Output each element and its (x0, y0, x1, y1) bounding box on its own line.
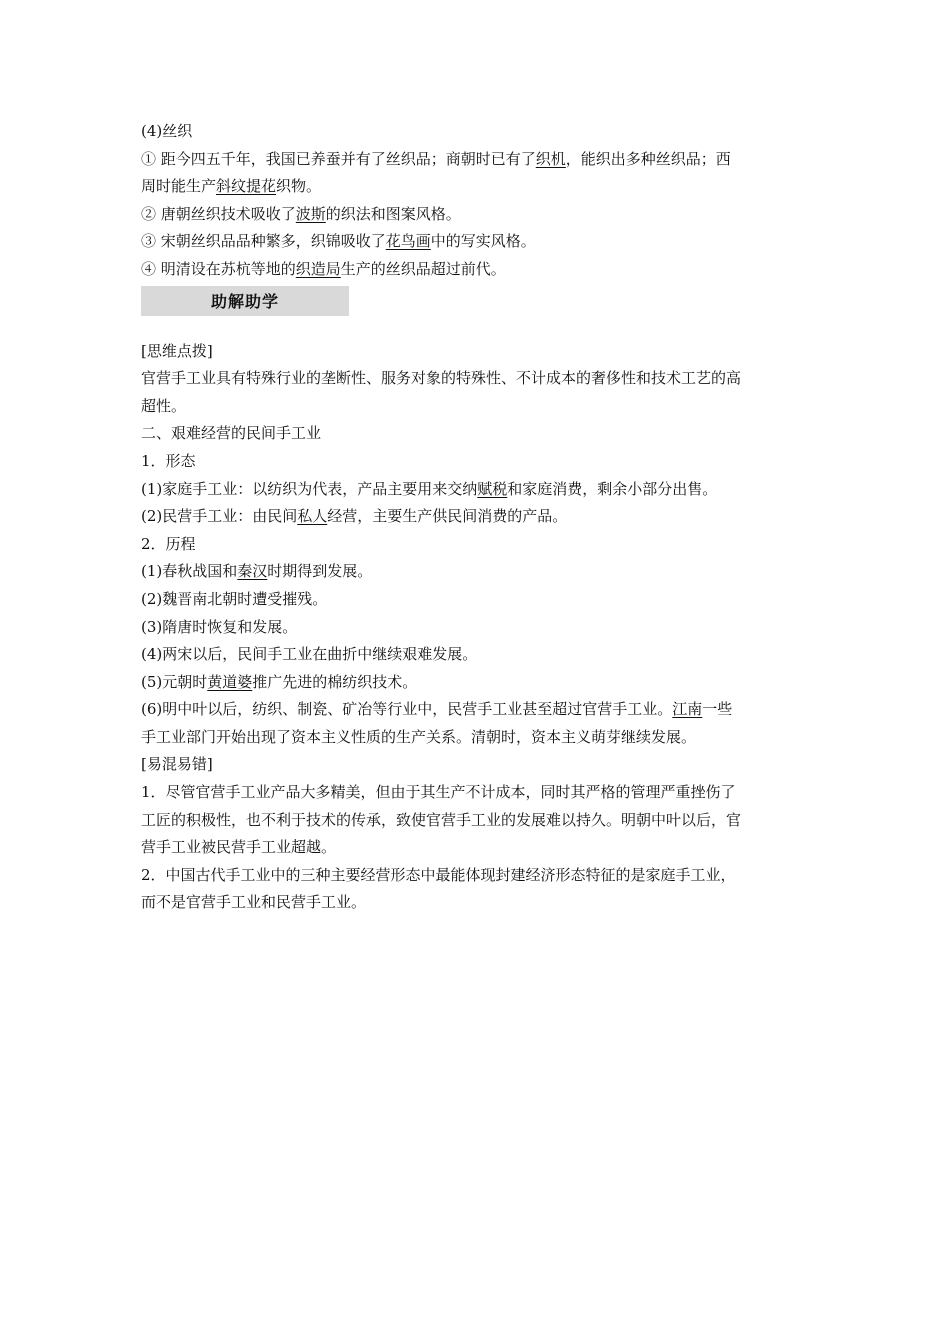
form-item-1 (141, 476, 813, 504)
text: 时期得到发展。 (267, 562, 373, 581)
history-title: 2．历程 (141, 534, 196, 553)
form-item-2 (141, 503, 813, 531)
thinking-title: [思维点拨] (141, 341, 213, 360)
confusion-title: [易混易错] (141, 755, 213, 774)
history-item-6-line-2: 手工业部门开始出现了资本主义性质的生产关系。清朝时，资本主义萌芽继续发展。 (141, 727, 697, 746)
term-weaving-bureau: 织造局 (295, 259, 341, 278)
history-item-6-line-1 (141, 696, 813, 724)
history-item-5 (141, 669, 813, 697)
term-bird-flower-painting: 花鸟画 (385, 232, 431, 251)
confusion-note-2-line-1: 2．中国古代手工业中的三种主要经营形态中最能体现封建经济形态特征的是家庭手工业， (141, 865, 736, 884)
text: (6)明中叶以后，纺织、制瓷、矿冶等行业中，民营手工业甚至超过官营手工业。 (141, 700, 673, 719)
term-loom: 织机 (535, 149, 566, 168)
text: ④ 明清设在苏杭等地的 (141, 259, 296, 278)
banner-label: 助解助学 (210, 292, 279, 312)
document-page (141, 118, 813, 917)
text: ③ 宋朝丝织品品种繁多，织锦吸收了 (141, 232, 386, 251)
silk-heading: (4)丝织 (141, 122, 193, 140)
text: (1)春秋战国和 (141, 562, 238, 581)
confusion-note-2-line-2: 而不是官营手工业和民营手工业。 (141, 893, 367, 912)
silk-item-2 (141, 201, 813, 229)
folk-heading: 二、艰难经营的民间手工业 (141, 424, 322, 443)
text: 和家庭消费，剩余小部分出售。 (507, 479, 718, 498)
silk-item-1-line-2 (141, 173, 813, 201)
text: (5)元朝时 (141, 672, 208, 691)
term-huang-daopo: 黄道婆 (207, 672, 253, 691)
silk-item-3 (141, 228, 813, 256)
term-private: 私人 (297, 507, 328, 526)
text: 推广先进的棉纺织技术。 (252, 672, 418, 691)
section-banner (141, 286, 349, 316)
text: (1)家庭手工业：以纺织为代表，产品主要用来交纳 (141, 479, 478, 498)
text: ，能织出多种丝织品；西 (565, 149, 731, 168)
text: 一些 (702, 700, 733, 719)
thinking-line-1: 官营手工业具有特殊行业的垄断性、服务对象的特殊性、不计成本的奢侈性和技术工艺的高 (141, 369, 742, 388)
term-twill-jacquard: 斜纹提花 (216, 177, 277, 196)
confusion-note-1-line-2: 工匠的积极性，也不利于技术的传承，致使官营手工业的发展难以持久。明朝中叶以后，官 (141, 810, 742, 829)
text: 生产的丝织品超过前代。 (340, 259, 506, 278)
history-item-2: (2)魏晋南北朝时遭受摧残。 (141, 589, 328, 608)
text: ② 唐朝丝织技术吸收了 (141, 204, 296, 223)
silk-item-4 (141, 256, 813, 284)
text: 经营，主要生产供民间消费的产品。 (327, 507, 568, 526)
text: ① 距今四五千年，我国已养蚕并有了丝织品；商朝时已有了 (141, 149, 536, 168)
term-qin-han: 秦汉 (237, 562, 268, 581)
confusion-note-1-line-3: 营手工业被民营手工业超越。 (141, 838, 337, 857)
silk-item-1-line-1 (141, 146, 813, 174)
text: (2)民营手工业：由民间 (141, 507, 298, 526)
thinking-line-2: 超性。 (141, 396, 187, 415)
history-item-4: (4)两宋以后，民间手工业在曲折中继续艰难发展。 (141, 645, 478, 664)
term-taxes: 赋税 (477, 479, 508, 498)
history-item-1 (141, 558, 813, 586)
text: 的织法和图案风格。 (325, 204, 461, 223)
text: 周时能生产 (141, 177, 217, 196)
term-persia: 波斯 (295, 204, 326, 223)
history-item-3: (3)隋唐时恢复和发展。 (141, 617, 298, 636)
term-jiangnan: 江南 (672, 700, 703, 719)
text: 中的写实风格。 (430, 232, 536, 251)
form-title: 1．形态 (141, 451, 196, 470)
confusion-note-1-line-1: 1．尽管官营手工业产品大多精美，但由于其生产不计成本，同时其严格的管理严重挫伤了 (141, 783, 736, 802)
text: 织物。 (276, 177, 322, 196)
